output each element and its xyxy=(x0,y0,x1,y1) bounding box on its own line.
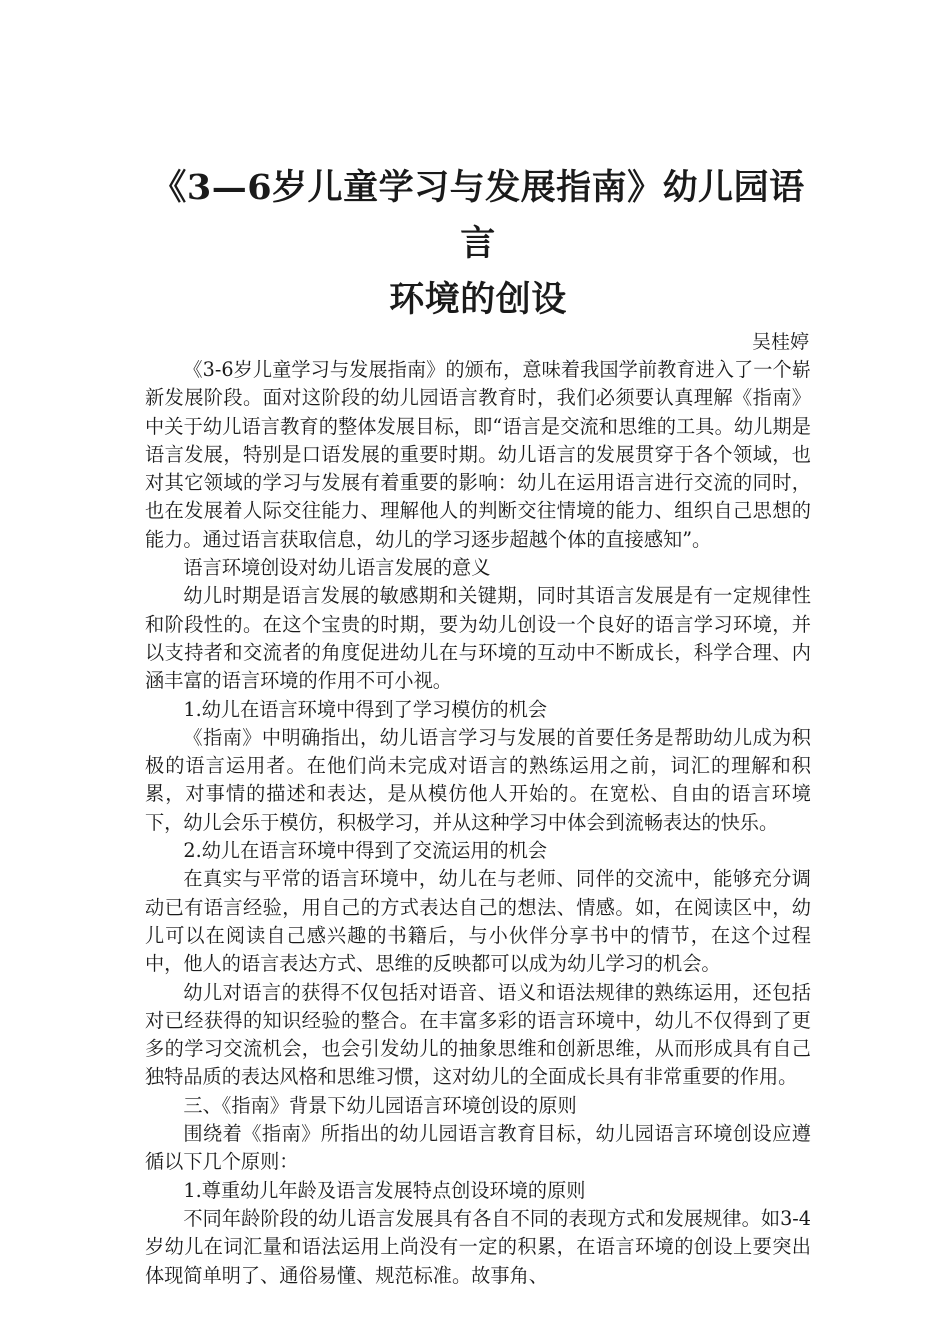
title-line-1: 《3—6岁儿童学习与发展指南》幼儿园语言 xyxy=(151,167,805,264)
paragraph: 幼儿时期是语言发展的敏感期和关键期，同时其语言发展是有一定规律性和阶段性的。在这个宝贵的时期，要为幼儿创设一个良好的语言学习环境，并以支持者和交流者的角度促进幼儿在与环境的互动中不断成长，科学合理、内涵丰富的语言环境的作用不可小视。 xyxy=(145,584,811,693)
paragraph: 幼儿对语言的获得不仅包括对语音、语义和语法规律的熟练运用，还包括对已经获得的知识经验的整合。在丰富多彩的语言环境中，幼儿不仅得到了更多的学习交流机会，也会引发幼儿的抽象思维和创新思维，从而形成具有自己独特品质的表达风格和思维习惯，这对幼儿的全面成长具有非常重要的作用。 xyxy=(145,980,811,1089)
subheading: 1.幼儿在语言环境中得到了学习模仿的机会 xyxy=(183,697,548,721)
subheading: 2.幼儿在语言环境中得到了交流运用的机会 xyxy=(183,839,548,863)
paragraph-intro: 《3-6岁儿童学习与发展指南》的颁布，意味着我国学前教育进入了一个崭新发展阶段。面对这阶段的幼儿园语言教育时，我们必须要认真理解《指南》中关于幼儿语言教育的整体发展目标，即“语言是交流和思维的工具。幼儿期是语言发展，特别是口语发展的重要时期。幼儿语言的发展贯穿于各个领域，也对其它领域的学习与发展有着重要的影响：幼儿在运用语言进行交流的同时，也在发展着人际交往能力、理解他人的判断交往情境的能力、组织自己思想的能力。通过语言获取信息，幼儿的学习逐步超越个体的直接感知”。 xyxy=(145,358,811,551)
paragraph: 不同年龄阶段的幼儿语言发展具有各自不同的表现方式和发展规律。如3-4岁幼儿在词汇量和语法运用上尚没有一定的积累，在语言环境的创设上要突出体现简单明了、通俗易懂、规范标准。故事角、 xyxy=(145,1206,811,1287)
section-heading: 语言环境创设对幼儿语言发展的意义 xyxy=(183,556,491,580)
subheading: 1.尊重幼儿年龄及语言发展特点创设环境的原则 xyxy=(183,1178,586,1202)
paragraph: 围绕着《指南》所指出的幼儿园语言教育目标，幼儿园语言环境创设应遵循以下几个原则： xyxy=(145,1122,811,1174)
title-line-2: 环境的创设 xyxy=(389,279,567,320)
section-heading: 三、《指南》背景下幼儿园语言环境创设的原则 xyxy=(183,1093,577,1117)
document-page xyxy=(145,160,811,1290)
paragraph: 在真实与平常的语言环境中，幼儿在与老师、同伴的交流中，能够充分调动已有语言经验，用自己的方式表达自己的想法、情感。如，在阅读区中，幼儿可以在阅读自己感兴趣的书籍后，与小伙伴分享书中的情节，在这个过程中，他人的语言表达方式、思维的反映都可以成为幼儿学习的机会。 xyxy=(145,867,811,976)
paragraph: 《指南》中明确指出，幼儿语言学习与发展的首要任务是帮助幼儿成为积极的语言运用者。在他们尚未完成对语言的熟练运用之前，词汇的理解和积累，对事情的描述和表达，是从模仿他人开始的。在宽松、自由的语言环境下，幼儿会乐于模仿，积极学习，并从这种学习中体会到流畅表达的快乐。 xyxy=(145,725,811,834)
document-title xyxy=(145,160,811,328)
author-name: 吴桂婷 xyxy=(751,331,809,353)
